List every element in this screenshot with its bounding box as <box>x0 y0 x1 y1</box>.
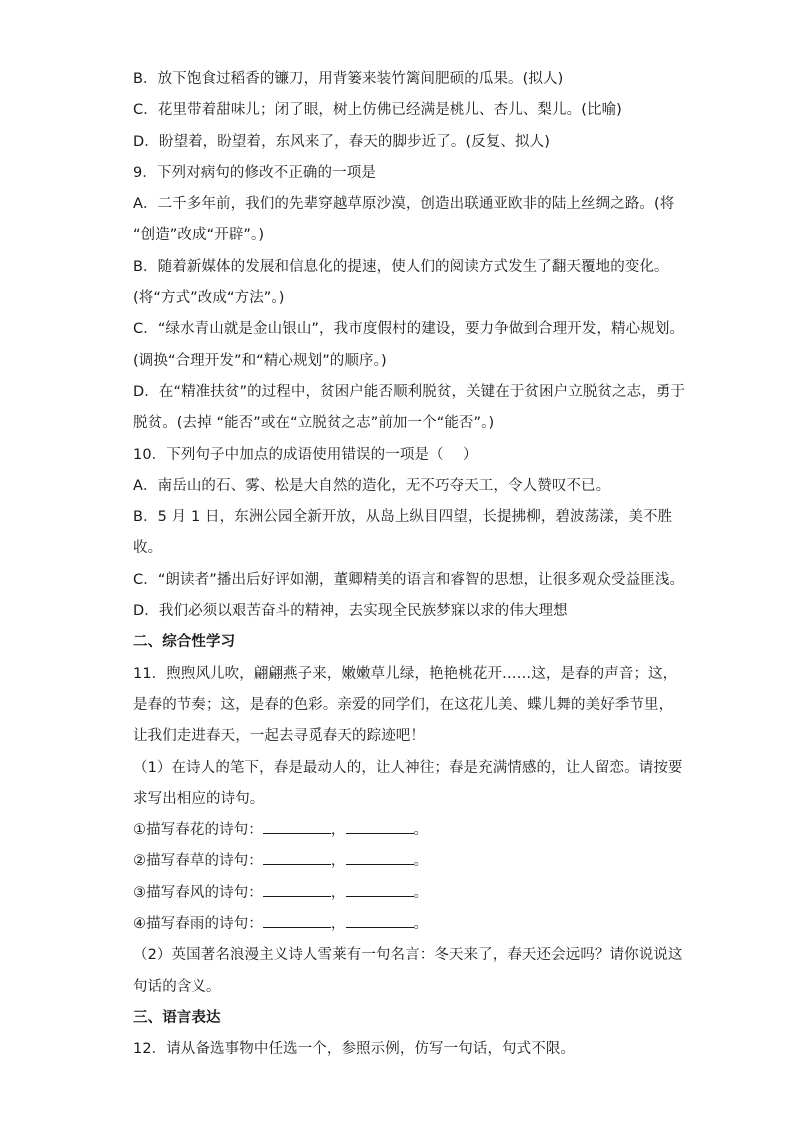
answer-blank[interactable] <box>346 882 414 897</box>
line-text: (将“方式”改成“方法”。) <box>133 290 285 307</box>
line-text: 三、语言表达 <box>133 1009 221 1026</box>
line-text: (调换“合理开发”和“精心规划”的顺序。) <box>133 352 387 369</box>
text-line <box>133 440 663 471</box>
text-line <box>133 158 663 189</box>
line-text: B．5 月 1 日，东洲公园全新开放，从岛上纵目四望，长提拂柳，碧波荡漾，美不胜 <box>133 509 673 526</box>
answer-blank[interactable] <box>346 819 414 834</box>
line-text: 12．请从备选事物中任选一个，参照示例，仿写一句话，句式不限。 <box>133 1041 576 1058</box>
text-line <box>133 1034 663 1065</box>
text-line <box>133 377 686 408</box>
text-line <box>133 753 683 784</box>
text-line <box>133 346 663 377</box>
fill-in-line <box>133 878 663 909</box>
text-line <box>133 596 663 627</box>
text-line <box>133 283 663 314</box>
text-line <box>133 189 675 220</box>
text-line <box>133 408 663 439</box>
line-text: （2）英国著名浪漫主义诗人雪莱有一句名言：冬天来了，春天还会远吗？请你说说这 <box>133 947 683 964</box>
blank-end: 。 <box>413 853 429 870</box>
blank-separator: ， <box>330 884 346 901</box>
line-text: ②描写春草的诗句： <box>133 853 263 870</box>
text-line <box>133 659 678 690</box>
section-heading <box>133 1003 663 1034</box>
line-text: B．随着新媒体的发展和信息化的提速，使人们的阅读方式发生了翻天覆地的变化。 <box>133 258 669 275</box>
line-text: ①描写春花的诗句： <box>133 822 263 839</box>
blank-end: 。 <box>413 822 429 839</box>
text-line <box>133 784 663 815</box>
text-line <box>133 252 669 283</box>
line-text: D．盼望着，盼望着，东风来了，春天的脚步近了。(反复、拟人) <box>133 133 550 150</box>
text-line <box>133 220 663 251</box>
line-text: C．“绿水青山就是金山银山”，我市度假村的建设，要力争做到合理开发，精心规划。 <box>133 321 685 338</box>
document-body <box>133 64 686 1066</box>
line-text: D．我们必须以艰苦奋斗的精神，去实现全民族梦寐以求的伟大理想 <box>133 603 568 620</box>
answer-blank[interactable] <box>263 913 331 928</box>
text-line <box>133 471 663 502</box>
line-text: 让我们走进春天，一起去寻觅春天的踪迹吧！ <box>133 728 425 745</box>
line-text: 收。 <box>133 540 163 557</box>
text-line <box>133 690 674 721</box>
text-line <box>133 314 685 345</box>
text-line <box>133 64 663 95</box>
blank-end: 。 <box>413 884 429 901</box>
answer-blank[interactable] <box>346 913 414 928</box>
line-text: ③描写春风的诗句： <box>133 884 263 901</box>
line-text: C．“朗读者”播出后好评如潮，董卿精美的语言和睿智的思想，让很多观众受益匪浅。 <box>133 571 685 588</box>
text-line <box>133 127 663 158</box>
text-line <box>133 972 663 1003</box>
answer-blank[interactable] <box>346 850 414 865</box>
line-text: 二、综合性学习 <box>133 634 236 651</box>
line-text: A．南岳山的石、雾、松是大自然的造化，无不巧夺天工，令人赞叹不已。 <box>133 477 611 494</box>
line-text: 求写出相应的诗句。 <box>133 790 265 807</box>
fill-in-line <box>133 909 663 940</box>
line-text: D．在“精准扶贫”的过程中，贫困户能否顺利脱贫，关键在于贫困户立脱贫之志，勇于 <box>133 383 686 400</box>
blank-separator: ， <box>330 853 346 870</box>
line-text: 11．煦煦风儿吹，翩翩燕子来，嫩嫩草儿绿，艳艳桃花开……这，是春的声音；这， <box>133 665 678 682</box>
blank-separator: ， <box>330 822 346 839</box>
text-line <box>133 95 663 126</box>
fill-in-line <box>133 846 663 877</box>
line-text: B．放下饱食过稻香的镰刀，用背篓来装竹篱间肥硕的瓜果。(拟人) <box>133 71 564 87</box>
line-text: “创造”改成“开辟”。) <box>133 227 265 244</box>
blank-end: 。 <box>413 916 429 933</box>
answer-blank[interactable] <box>263 882 331 897</box>
line-text: 是春的节奏；这，是春的色彩。亲爱的同学们，在这花儿美、蝶儿舞的美好季节里， <box>133 696 674 713</box>
line-text: ④描写春雨的诗句： <box>133 916 263 933</box>
section-heading <box>133 627 663 658</box>
fill-in-line <box>133 815 663 846</box>
answer-blank[interactable] <box>263 819 331 834</box>
line-text: （1）在诗人的笔下，春是最动人的，让人神往；春是充满情感的，让人留恋。请按要 <box>133 759 683 776</box>
text-line <box>133 502 673 533</box>
blank-separator: ， <box>330 916 346 933</box>
line-text: 9．下列对病句的修改不正确的一项是 <box>133 164 376 181</box>
line-text: 句话的含义。 <box>133 978 221 995</box>
line-text: A．二千多年前，我们的先辈穿越草原沙漠，创造出联通亚欧非的陆上丝绸之路。(将 <box>133 196 675 213</box>
answer-blank[interactable] <box>263 850 331 865</box>
text-line <box>133 721 663 752</box>
text-line <box>133 565 685 596</box>
line-text: C．花里带着甜味儿；闭了眼，树上仿佛已经满是桃儿、杏儿、梨儿。(比喻) <box>133 102 622 119</box>
text-line <box>133 940 683 971</box>
line-text: 脱贫。(去掉 “能否”或在“立脱贫之志”前加一个“能否”。) <box>133 415 495 432</box>
text-line <box>133 533 663 564</box>
line-text: 10．下列句子中加点的成语使用错误的一项是（ ） <box>133 446 478 463</box>
